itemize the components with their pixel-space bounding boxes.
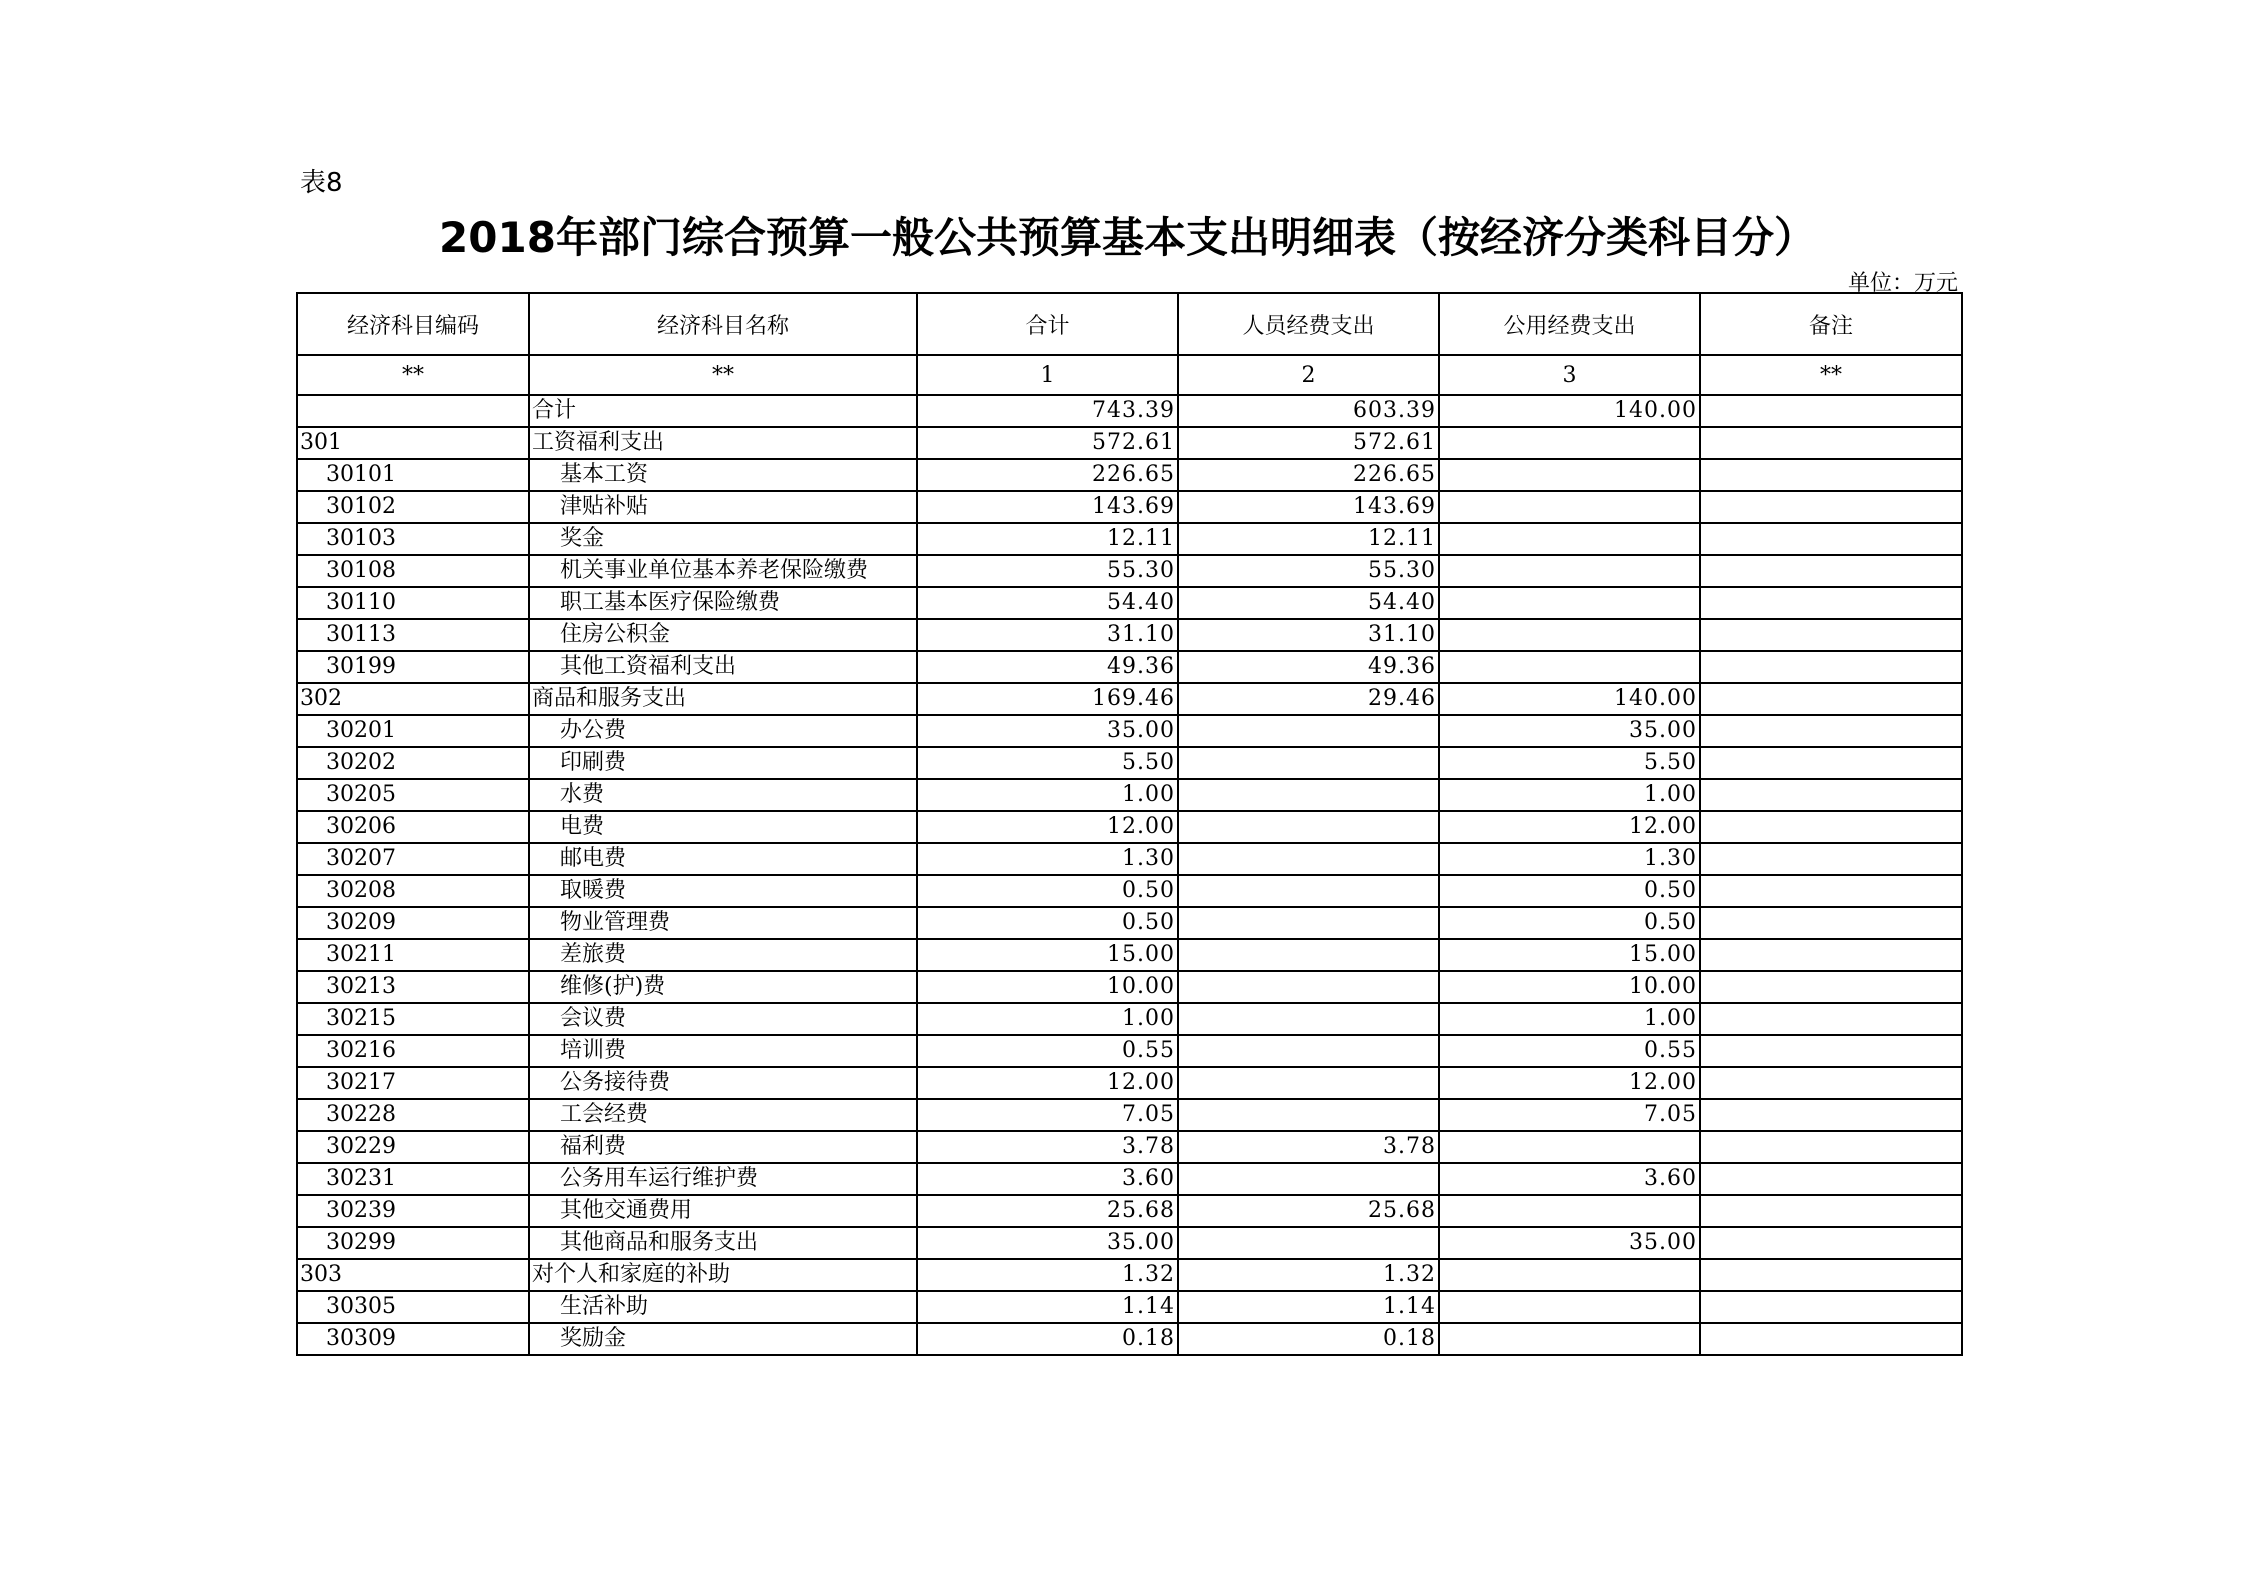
code-cell: 30201 xyxy=(297,715,529,747)
total-cell: 35.00 xyxy=(917,1227,1178,1259)
personnel-cell: 1.32 xyxy=(1178,1259,1439,1291)
personnel-cell: 31.10 xyxy=(1178,619,1439,651)
note-cell xyxy=(1700,1259,1962,1291)
table-row xyxy=(297,523,1962,555)
personnel-cell xyxy=(1178,939,1439,971)
personnel-cell: 143.69 xyxy=(1178,491,1439,523)
public-cell xyxy=(1439,555,1700,587)
note-cell xyxy=(1700,1131,1962,1163)
personnel-cell: 29.46 xyxy=(1178,683,1439,715)
code-cell: 30108 xyxy=(297,555,529,587)
public-cell: 10.00 xyxy=(1439,971,1700,1003)
index-row xyxy=(297,355,1962,395)
public-cell xyxy=(1439,459,1700,491)
code-cell: 30228 xyxy=(297,1099,529,1131)
column-header-code: 经济科目编码 xyxy=(297,293,529,355)
code-cell: 30229 xyxy=(297,1131,529,1163)
name-cell: 生活补助 xyxy=(529,1291,917,1323)
public-cell xyxy=(1439,1323,1700,1355)
personnel-cell: 603.39 xyxy=(1178,395,1439,427)
code-cell: 30217 xyxy=(297,1067,529,1099)
code-cell: 30305 xyxy=(297,1291,529,1323)
total-cell: 3.60 xyxy=(917,1163,1178,1195)
public-cell xyxy=(1439,427,1700,459)
note-cell xyxy=(1700,939,1962,971)
budget-table xyxy=(296,292,1963,1356)
note-cell xyxy=(1700,395,1962,427)
note-cell xyxy=(1700,523,1962,555)
note-cell xyxy=(1700,843,1962,875)
table-row xyxy=(297,1227,1962,1259)
total-cell: 1.00 xyxy=(917,779,1178,811)
column-header-total: 合计 xyxy=(917,293,1178,355)
table-row xyxy=(297,555,1962,587)
note-cell xyxy=(1700,1163,1962,1195)
note-cell xyxy=(1700,1035,1962,1067)
code-cell: 30309 xyxy=(297,1323,529,1355)
table-row xyxy=(297,1035,1962,1067)
total-cell: 0.50 xyxy=(917,907,1178,939)
note-cell xyxy=(1700,683,1962,715)
table-row xyxy=(297,747,1962,779)
column-header-name: 经济科目名称 xyxy=(529,293,917,355)
table-row xyxy=(297,587,1962,619)
name-cell: 邮电费 xyxy=(529,843,917,875)
name-cell: 公务用车运行维护费 xyxy=(529,1163,917,1195)
table-row xyxy=(297,971,1962,1003)
name-cell: 差旅费 xyxy=(529,939,917,971)
public-cell: 0.55 xyxy=(1439,1035,1700,1067)
note-cell xyxy=(1700,619,1962,651)
table-row xyxy=(297,1195,1962,1227)
personnel-cell: 12.11 xyxy=(1178,523,1439,555)
name-cell: 会议费 xyxy=(529,1003,917,1035)
total-cell: 35.00 xyxy=(917,715,1178,747)
header-row xyxy=(297,293,1962,355)
table-body xyxy=(297,395,1962,1355)
code-cell: 30206 xyxy=(297,811,529,843)
public-cell: 15.00 xyxy=(1439,939,1700,971)
personnel-cell xyxy=(1178,747,1439,779)
index-cell: 1 xyxy=(917,355,1178,395)
note-cell xyxy=(1700,1291,1962,1323)
name-cell: 住房公积金 xyxy=(529,619,917,651)
personnel-cell xyxy=(1178,843,1439,875)
code-cell: 30101 xyxy=(297,459,529,491)
name-cell: 基本工资 xyxy=(529,459,917,491)
code-cell: 30113 xyxy=(297,619,529,651)
name-cell: 印刷费 xyxy=(529,747,917,779)
name-cell: 其他工资福利支出 xyxy=(529,651,917,683)
total-cell: 1.32 xyxy=(917,1259,1178,1291)
name-cell: 奖金 xyxy=(529,523,917,555)
table-row xyxy=(297,843,1962,875)
code-cell: 30299 xyxy=(297,1227,529,1259)
name-cell: 津贴补贴 xyxy=(529,491,917,523)
note-cell xyxy=(1700,459,1962,491)
table-row xyxy=(297,875,1962,907)
table-row xyxy=(297,939,1962,971)
public-cell: 5.50 xyxy=(1439,747,1700,779)
name-cell: 其他交通费用 xyxy=(529,1195,917,1227)
table-row xyxy=(297,1163,1962,1195)
public-cell: 7.05 xyxy=(1439,1099,1700,1131)
public-cell xyxy=(1439,1195,1700,1227)
name-cell: 水费 xyxy=(529,779,917,811)
table-row xyxy=(297,1099,1962,1131)
name-cell: 合计 xyxy=(529,395,917,427)
table-row xyxy=(297,651,1962,683)
name-cell: 商品和服务支出 xyxy=(529,683,917,715)
total-cell: 7.05 xyxy=(917,1099,1178,1131)
code-cell: 30216 xyxy=(297,1035,529,1067)
total-cell: 1.30 xyxy=(917,843,1178,875)
personnel-cell xyxy=(1178,715,1439,747)
public-cell xyxy=(1439,491,1700,523)
note-cell xyxy=(1700,715,1962,747)
code-cell: 30209 xyxy=(297,907,529,939)
public-cell xyxy=(1439,619,1700,651)
public-cell: 1.30 xyxy=(1439,843,1700,875)
table-row xyxy=(297,1067,1962,1099)
public-cell xyxy=(1439,1131,1700,1163)
index-cell: ** xyxy=(297,355,529,395)
personnel-cell: 54.40 xyxy=(1178,587,1439,619)
personnel-cell: 25.68 xyxy=(1178,1195,1439,1227)
name-cell: 奖励金 xyxy=(529,1323,917,1355)
total-cell: 10.00 xyxy=(917,971,1178,1003)
public-cell: 1.00 xyxy=(1439,779,1700,811)
name-cell: 维修(护)费 xyxy=(529,971,917,1003)
personnel-cell xyxy=(1178,971,1439,1003)
personnel-cell xyxy=(1178,1003,1439,1035)
total-cell: 55.30 xyxy=(917,555,1178,587)
name-cell: 取暖费 xyxy=(529,875,917,907)
code-cell: 30231 xyxy=(297,1163,529,1195)
personnel-cell: 1.14 xyxy=(1178,1291,1439,1323)
personnel-cell xyxy=(1178,875,1439,907)
name-cell: 工会经费 xyxy=(529,1099,917,1131)
code-cell: 301 xyxy=(297,427,529,459)
total-cell: 169.46 xyxy=(917,683,1178,715)
total-cell: 25.68 xyxy=(917,1195,1178,1227)
note-cell xyxy=(1700,555,1962,587)
table-row xyxy=(297,1259,1962,1291)
index-cell: 3 xyxy=(1439,355,1700,395)
personnel-cell: 572.61 xyxy=(1178,427,1439,459)
personnel-cell xyxy=(1178,779,1439,811)
personnel-cell xyxy=(1178,1163,1439,1195)
table-row xyxy=(297,395,1962,427)
note-cell xyxy=(1700,779,1962,811)
public-cell: 35.00 xyxy=(1439,715,1700,747)
table-row xyxy=(297,459,1962,491)
note-cell xyxy=(1700,971,1962,1003)
name-cell: 职工基本医疗保险缴费 xyxy=(529,587,917,619)
public-cell: 35.00 xyxy=(1439,1227,1700,1259)
table-number: 表8 xyxy=(300,168,343,198)
public-cell: 12.00 xyxy=(1439,1067,1700,1099)
public-cell: 0.50 xyxy=(1439,875,1700,907)
table-row xyxy=(297,427,1962,459)
public-cell: 12.00 xyxy=(1439,811,1700,843)
public-cell xyxy=(1439,523,1700,555)
name-cell: 物业管理费 xyxy=(529,907,917,939)
total-cell: 54.40 xyxy=(917,587,1178,619)
note-cell xyxy=(1700,1323,1962,1355)
code-cell: 30110 xyxy=(297,587,529,619)
total-cell: 226.65 xyxy=(917,459,1178,491)
personnel-cell: 49.36 xyxy=(1178,651,1439,683)
total-cell: 143.69 xyxy=(917,491,1178,523)
code-cell: 30102 xyxy=(297,491,529,523)
code-cell xyxy=(297,395,529,427)
note-cell xyxy=(1700,1227,1962,1259)
note-cell xyxy=(1700,491,1962,523)
code-cell: 303 xyxy=(297,1259,529,1291)
total-cell: 12.00 xyxy=(917,811,1178,843)
personnel-cell xyxy=(1178,1227,1439,1259)
code-cell: 30215 xyxy=(297,1003,529,1035)
note-cell xyxy=(1700,651,1962,683)
column-header-personnel: 人员经费支出 xyxy=(1178,293,1439,355)
public-cell: 3.60 xyxy=(1439,1163,1700,1195)
table-row xyxy=(297,1131,1962,1163)
code-cell: 30239 xyxy=(297,1195,529,1227)
total-cell: 3.78 xyxy=(917,1131,1178,1163)
total-cell: 743.39 xyxy=(917,395,1178,427)
personnel-cell xyxy=(1178,907,1439,939)
code-cell: 30202 xyxy=(297,747,529,779)
personnel-cell xyxy=(1178,1067,1439,1099)
personnel-cell: 3.78 xyxy=(1178,1131,1439,1163)
note-cell xyxy=(1700,875,1962,907)
note-cell xyxy=(1700,811,1962,843)
personnel-cell xyxy=(1178,811,1439,843)
note-cell xyxy=(1700,747,1962,779)
name-cell: 培训费 xyxy=(529,1035,917,1067)
total-cell: 0.50 xyxy=(917,875,1178,907)
total-cell: 31.10 xyxy=(917,619,1178,651)
code-cell: 30103 xyxy=(297,523,529,555)
table-row xyxy=(297,683,1962,715)
column-header-public: 公用经费支出 xyxy=(1439,293,1700,355)
personnel-cell: 226.65 xyxy=(1178,459,1439,491)
note-cell xyxy=(1700,427,1962,459)
table-row xyxy=(297,1323,1962,1355)
table-row xyxy=(297,779,1962,811)
public-cell xyxy=(1439,651,1700,683)
public-cell: 140.00 xyxy=(1439,395,1700,427)
table-row xyxy=(297,619,1962,651)
index-cell: ** xyxy=(529,355,917,395)
total-cell: 12.11 xyxy=(917,523,1178,555)
total-cell: 1.00 xyxy=(917,1003,1178,1035)
code-cell: 30199 xyxy=(297,651,529,683)
note-cell xyxy=(1700,1003,1962,1035)
total-cell: 5.50 xyxy=(917,747,1178,779)
personnel-cell xyxy=(1178,1099,1439,1131)
personnel-cell: 0.18 xyxy=(1178,1323,1439,1355)
table-row xyxy=(297,907,1962,939)
public-cell xyxy=(1439,1291,1700,1323)
total-cell: 1.14 xyxy=(917,1291,1178,1323)
name-cell: 其他商品和服务支出 xyxy=(529,1227,917,1259)
name-cell: 机关事业单位基本养老保险缴费 xyxy=(529,555,917,587)
code-cell: 30211 xyxy=(297,939,529,971)
column-header-note: 备注 xyxy=(1700,293,1962,355)
total-cell: 572.61 xyxy=(917,427,1178,459)
name-cell: 对个人和家庭的补助 xyxy=(529,1259,917,1291)
code-cell: 30207 xyxy=(297,843,529,875)
note-cell xyxy=(1700,907,1962,939)
personnel-cell: 55.30 xyxy=(1178,555,1439,587)
public-cell: 1.00 xyxy=(1439,1003,1700,1035)
total-cell: 0.55 xyxy=(917,1035,1178,1067)
note-cell xyxy=(1700,1195,1962,1227)
public-cell xyxy=(1439,1259,1700,1291)
code-cell: 302 xyxy=(297,683,529,715)
note-cell xyxy=(1700,1099,1962,1131)
total-cell: 12.00 xyxy=(917,1067,1178,1099)
table-row xyxy=(297,811,1962,843)
index-cell: 2 xyxy=(1178,355,1439,395)
table-row xyxy=(297,491,1962,523)
code-cell: 30213 xyxy=(297,971,529,1003)
table-row xyxy=(297,1003,1962,1035)
code-cell: 30205 xyxy=(297,779,529,811)
table-row xyxy=(297,1291,1962,1323)
personnel-cell xyxy=(1178,1035,1439,1067)
page-title: 2018年部门综合预算一般公共预算基本支出明细表（按经济分类科目分） xyxy=(439,213,1816,262)
name-cell: 公务接待费 xyxy=(529,1067,917,1099)
total-cell: 49.36 xyxy=(917,651,1178,683)
public-cell: 0.50 xyxy=(1439,907,1700,939)
name-cell: 办公费 xyxy=(529,715,917,747)
note-cell xyxy=(1700,587,1962,619)
note-cell xyxy=(1700,1067,1962,1099)
unit-label: 单位：万元 xyxy=(1847,271,1958,296)
public-cell xyxy=(1439,587,1700,619)
name-cell: 福利费 xyxy=(529,1131,917,1163)
index-cell: ** xyxy=(1700,355,1962,395)
total-cell: 0.18 xyxy=(917,1323,1178,1355)
table-row xyxy=(297,715,1962,747)
code-cell: 30208 xyxy=(297,875,529,907)
public-cell: 140.00 xyxy=(1439,683,1700,715)
name-cell: 工资福利支出 xyxy=(529,427,917,459)
total-cell: 15.00 xyxy=(917,939,1178,971)
name-cell: 电费 xyxy=(529,811,917,843)
